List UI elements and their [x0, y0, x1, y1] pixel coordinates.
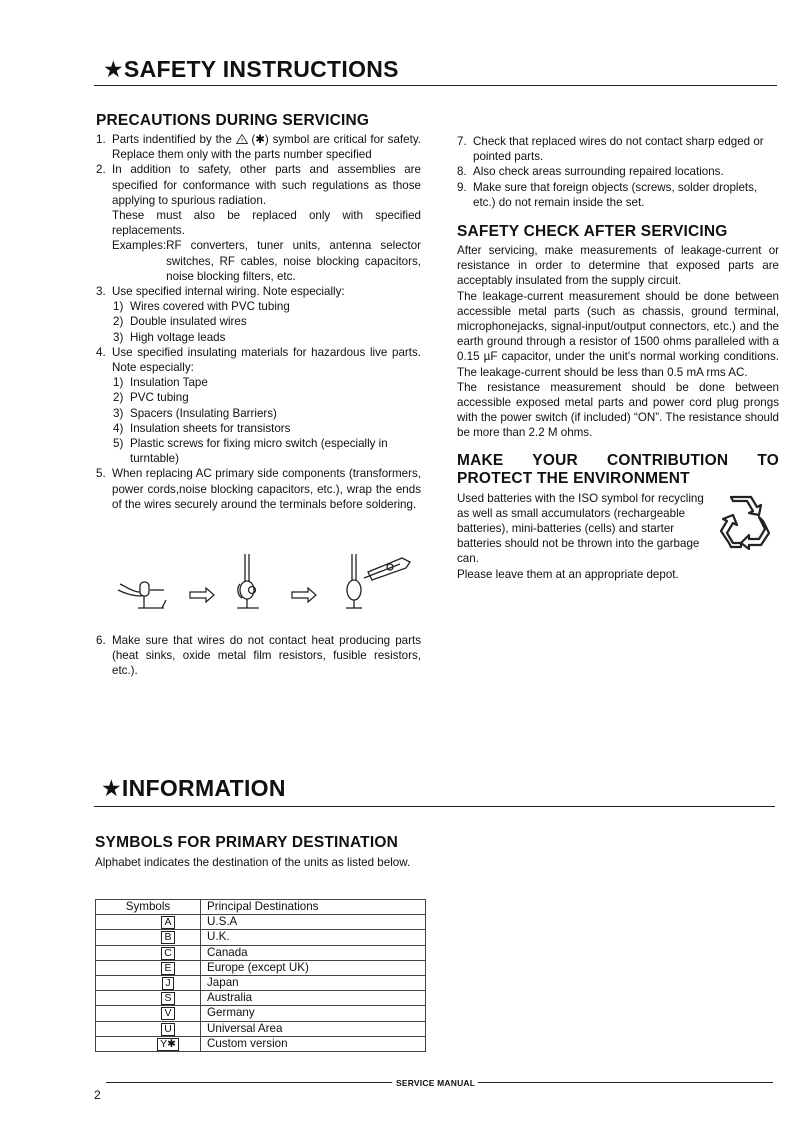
- footer-rule-right: [478, 1082, 773, 1083]
- sub-item: 4) Insulation sheets for transistors: [113, 421, 291, 435]
- table-row: V Germany: [96, 1006, 426, 1021]
- warning-triangle-icon: [236, 134, 248, 144]
- sub-item: 3) Spacers (Insulating Barriers): [113, 406, 277, 420]
- star-icon: ★: [101, 775, 122, 801]
- information-rule: [94, 806, 775, 807]
- table-row: U Universal Area: [96, 1021, 426, 1036]
- right-column: [457, 134, 779, 582]
- sub-item: 1) Wires covered with PVC tubing: [113, 300, 290, 314]
- environment-heading: MAKE YOUR CONTRIBUTION TO PROTECT THE ENVIRONMENT: [457, 451, 779, 487]
- precautions-list-continued: [457, 134, 779, 210]
- table-row: A U.S.A: [96, 915, 426, 930]
- safety-check-p3: The resistance measurement should be done between accessible exposed metal parts and power cord plug prongs with the power switch (if included) “ON”. The resistance should be more than 2.2 M ohms.: [457, 380, 779, 440]
- table-row: C Canada: [96, 945, 426, 960]
- safety-check-p1: After servicing, make measurements of leakage-current or resistance in order to determine that exposed parts are acceptably insulated from the supply circuit.: [457, 244, 779, 288]
- environment-p1: Used batteries with the ISO symbol for recycling as well as small accumulators (rechargeable batteries), mini-batteries (cells) and starter batteries should not be thrown into the garbage can.: [457, 491, 704, 566]
- list-item: 8. Also check areas surrounding repaired locations.: [457, 165, 724, 179]
- col-destinations: Principal Destinations: [201, 900, 426, 915]
- table-row: Y✱ Custom version: [96, 1036, 426, 1051]
- table-header-row: [96, 900, 426, 915]
- safety-check-heading: SAFETY CHECK AFTER SERVICING: [457, 223, 728, 241]
- page-number: 2: [94, 1088, 101, 1102]
- list-item: 5. When replacing AC primary side components (transformers, power cords,noise blocking capacitors, etc.), wrap the ends of the wires securely around the terminals before soldering.: [96, 467, 421, 511]
- title-rule: [94, 85, 777, 86]
- col-symbols: Symbols: [96, 900, 201, 915]
- list-item: 9. Make sure that foreign objects (screws, solder droplets, etc.) do not remain inside the set.: [457, 180, 758, 209]
- arrow-right-icon: [190, 588, 214, 602]
- footer-rule-left: [106, 1082, 392, 1083]
- list-item: 4. Use specified insulating materials for hazardous live parts. Note especially: 1) Insulation Tape 2) PVC tubing 3) Spacers (Insulating Barriers) 4) Insulation sheets for transistors 5) Plastic screws for fixing micro switch (especially in turntable): [96, 345, 421, 466]
- terminal-soldering: [346, 554, 410, 608]
- sub-item: 1) Insulation Tape: [113, 376, 208, 390]
- precautions-list: [96, 132, 421, 512]
- sub-item: 2) Double insulated wires: [113, 315, 247, 329]
- footer-label: SERVICE MANUAL: [396, 1078, 476, 1088]
- precautions-heading: PRECAUTIONS DURING SERVICING: [96, 112, 370, 129]
- safety-check-p2: The leakage-current measurement should be done between accessible metal parts (such as chassis, ground terminal, microphonejacks, signal-input/output connectors, etc.) and the earth ground through a resistor of 1500 ohms paralleled with a 0.15 µF capacitor, under the unit's normal working conditions. The leakage-current should be less than 0.5 mA rms AC.: [457, 289, 779, 379]
- table-row: S Australia: [96, 991, 426, 1006]
- sub-item: 2) PVC tubing: [113, 391, 189, 405]
- examples: Examples: RF converters, tuner units, antenna selector switches, RF cables, noise blocking capacitors, noise blocking filters, etc.: [112, 239, 421, 283]
- svg-text:!: !: [240, 136, 243, 144]
- sub-item: 5) Plastic screws for fixing micro switch (especially in turntable): [113, 437, 388, 466]
- symbols-intro: Alphabet indicates the destination of the units as listed below.: [95, 856, 411, 869]
- terminal-with-wire: [118, 582, 166, 608]
- star-icon: ★: [103, 56, 124, 82]
- list-item: 2. In addition to safety, other parts and assemblies are specified for conformance with such regulations as those applying to spurious radiation. These must also be replaced only with specified replacements. Examples: RF converters, tuner units, antenna selector switches, RF cables, noise blocking capacitors, noise blocking filters, etc.: [96, 163, 421, 283]
- terminal-wrapped: [237, 554, 259, 608]
- table-row: J Japan: [96, 975, 426, 990]
- safety-title: [103, 56, 399, 82]
- list-item: 7. Check that replaced wires do not contact sharp edged or pointed parts.: [457, 135, 764, 164]
- wire-wrapping-diagram: [110, 548, 420, 614]
- recycle-icon: [715, 493, 773, 551]
- table-row: E Europe (except UK): [96, 960, 426, 975]
- environment-p2: Please leave them at an appropriate depot.: [457, 567, 679, 581]
- arrow-right-icon: [292, 588, 316, 602]
- symbols-section: [95, 834, 420, 870]
- sub-item: 3) High voltage leads: [113, 330, 226, 344]
- destination-table: [95, 899, 426, 1052]
- safety-title-text: SAFETY INSTRUCTIONS: [123, 56, 399, 82]
- symbols-heading: SYMBOLS FOR PRIMARY DESTINATION: [95, 834, 399, 851]
- table-row: B U.K.: [96, 930, 426, 945]
- information-title: [101, 775, 286, 801]
- list-item: 6. Make sure that wires do not contact heat producing parts (heat sinks, oxide metal film resistors, fusible resistors, etc.).: [96, 634, 421, 678]
- list-item: 3. Use specified internal wiring. Note especially: 1) Wires covered with PVC tubing 2) Double insulated wires 3) High voltage leads: [96, 284, 421, 345]
- list-item: 1. Parts indentified by the ! (✱) symbol are critical for safety. Replace them only with the parts number specified: [96, 133, 421, 162]
- information-title-text: INFORMATION: [121, 775, 286, 801]
- left-column: [96, 112, 421, 512]
